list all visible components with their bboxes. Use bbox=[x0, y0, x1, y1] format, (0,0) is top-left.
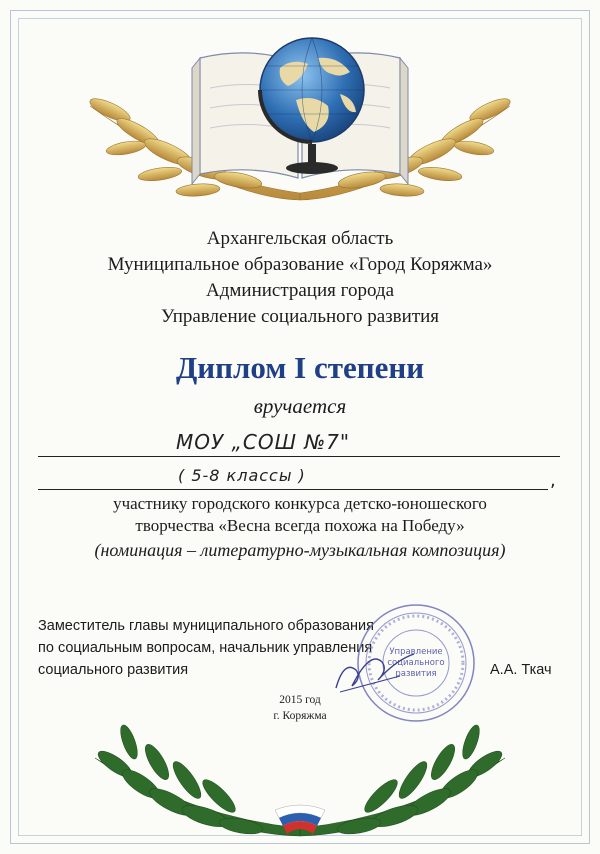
contest-text-1: участнику городского конкурса детско-юношеского bbox=[113, 494, 487, 513]
municipality-text: Муниципальное образование «Город Коряжма» bbox=[107, 254, 493, 275]
signer-name: А.А. Ткач bbox=[490, 662, 552, 678]
contest-text-2: творчества «Весна всегда похожа на Победу» bbox=[135, 516, 465, 535]
nomination-text: (номинация – литературно-музыкальная композиция) bbox=[94, 540, 506, 560]
year-text: 2015 год bbox=[279, 694, 321, 706]
recipient-handwritten: МОУ „СОШ №7" bbox=[176, 430, 351, 454]
signer-title-2: по социальным вопросам, начальник управления bbox=[38, 640, 373, 656]
stamp-line-3: развития bbox=[395, 669, 437, 679]
department-text: Управление социального развития bbox=[160, 306, 440, 327]
awarded-text: вручается bbox=[253, 394, 347, 418]
stamp-line-1: Управление bbox=[389, 647, 443, 657]
grades-underline bbox=[38, 489, 548, 490]
region-text: Архангельская область bbox=[206, 228, 394, 249]
signer-title-3: социального развития bbox=[38, 662, 189, 678]
administration-text: Администрация города bbox=[205, 280, 394, 301]
recipient-underline bbox=[38, 456, 560, 457]
handwritten-signature bbox=[330, 640, 420, 700]
diploma-title: Диплом I степени bbox=[175, 350, 425, 385]
globe-book-emblem bbox=[70, 28, 530, 218]
comma-mark: , bbox=[550, 470, 557, 491]
city-text: г. Коряжма bbox=[273, 710, 327, 722]
grades-handwritten: ( 5-8 классы ) bbox=[178, 466, 306, 485]
signer-title-1: Заместитель главы муниципального образования bbox=[38, 618, 375, 634]
green-laurel-wreath bbox=[85, 718, 515, 848]
stamp-line-2: социального bbox=[387, 658, 445, 668]
